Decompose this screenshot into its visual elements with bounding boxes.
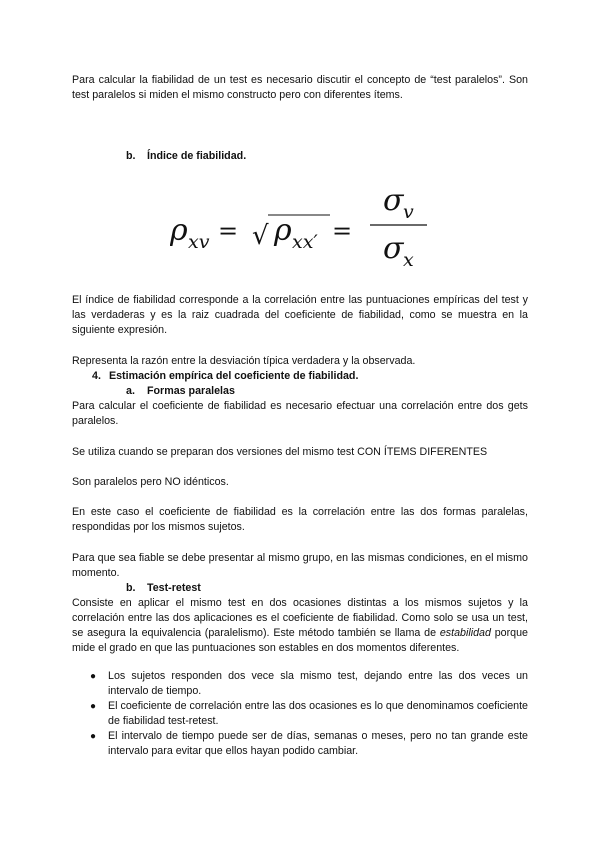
subsection-a-label: a. bbox=[126, 385, 135, 397]
intro-paragraph: Para calcular la fiabilidad de un test es necesario discutir el concepto de “test paralelos”. Son test paralelos si miden el mismo constructo pero con diferentes ítems. bbox=[72, 74, 528, 101]
section-4-title: Estimación empírica del coeficiente de fiabilidad. bbox=[108, 370, 359, 382]
subsection-heading-b bbox=[126, 581, 201, 596]
list-item bbox=[72, 729, 528, 759]
parallel-paragraph-4: En este caso el coeficiente de fiabilidad es la correlación entre las dos formas paralelas, respondidas por los mismos sujetos. bbox=[72, 506, 528, 533]
list-item-text: Los sujetos responden dos vece sla mismo test, dejando entre las dos veces un intervalo de tiempo. bbox=[108, 670, 528, 697]
retest-text-end: porque mide el grado en que las puntuaciones son estables en dos momentos diferentes. bbox=[72, 627, 528, 654]
parallel-paragraph-1: Para calcular el coeficiente de fiabilidad es necesario efectuar una correlación entre dos gets paralelos. bbox=[72, 400, 528, 427]
subsection-b-title: Test-retest bbox=[146, 582, 201, 594]
section-heading-indice bbox=[126, 149, 246, 164]
subsection-b-label: b. bbox=[126, 582, 136, 594]
sigma-numerator: σ bbox=[383, 183, 404, 218]
parallel-paragraph-5: Para que sea fiable se debe presentar al mismo grupo, en las mismas condiciones, en el mismo momento. bbox=[72, 552, 528, 579]
retest-paragraph bbox=[72, 596, 528, 656]
bullet-icon: ● bbox=[90, 731, 97, 742]
rho-symbol-2: ρ bbox=[274, 213, 292, 248]
bullet-icon: ● bbox=[90, 671, 97, 682]
subsection-heading-a bbox=[126, 384, 235, 399]
reliability-index-formula bbox=[170, 182, 440, 272]
bullet-icon: ● bbox=[90, 701, 97, 712]
subscript-v: v bbox=[403, 201, 414, 223]
list-item bbox=[72, 669, 528, 699]
retest-emphasis: estabilidad bbox=[439, 627, 491, 639]
sigma-denominator: σ bbox=[383, 231, 404, 266]
list-item-text: El intervalo de tiempo puede ser de días, semanas o meses, pero no tan grande este intervalo para evitar que ellos hayan podido cambiar. bbox=[108, 730, 528, 757]
subsection-a-title: Formas paralelas bbox=[146, 385, 235, 397]
section-title: Índice de fiabilidad. bbox=[146, 150, 247, 162]
ratio-paragraph: Representa la razón entre la desviación típica verdadera y la observada. bbox=[72, 355, 416, 367]
retest-bullet-list bbox=[72, 669, 528, 759]
equals-sign-1: = bbox=[218, 217, 239, 245]
section-heading-4 bbox=[92, 369, 358, 384]
parallel-paragraph-2: Se utiliza cuando se preparan dos versiones del mismo test CON ÍTEMS DIFERENTES bbox=[72, 446, 488, 458]
list-item-text: El coeficiente de correlación entre las dos ocasiones es lo que denominamos coeficiente de fiabilidad test-retest. bbox=[108, 700, 528, 727]
subscript-x: x bbox=[403, 249, 414, 271]
rho-symbol: ρ bbox=[170, 213, 188, 248]
section-4-label: 4. bbox=[92, 370, 101, 382]
equals-sign-2: = bbox=[332, 217, 353, 245]
section-label: b. bbox=[126, 150, 136, 162]
index-paragraph: El índice de fiabilidad corresponde a la correlación entre las puntuaciones empíricas del test y las verdaderas y es la raiz cuadrada del coeficiente de fiabilidad, como se muestra en la siguiente expresión. bbox=[72, 294, 528, 336]
retest-text-start: Consiste en aplicar el mismo test en dos ocasiones distintas a los mismos sujetos y la correlación entre las dos aplicaciones es el coeficiente de fiabilidad. Como solo se usa un test, se asegura la equivalencia (paralelismo). Este método también se llama de bbox=[72, 597, 528, 639]
list-item bbox=[72, 699, 528, 729]
subscript-xx: xx′ bbox=[292, 231, 318, 253]
radical-sign: √ bbox=[252, 221, 269, 251]
parallel-paragraph-3: Son paralelos pero NO idénticos. bbox=[72, 476, 229, 488]
subscript-xv: xv bbox=[188, 231, 210, 253]
